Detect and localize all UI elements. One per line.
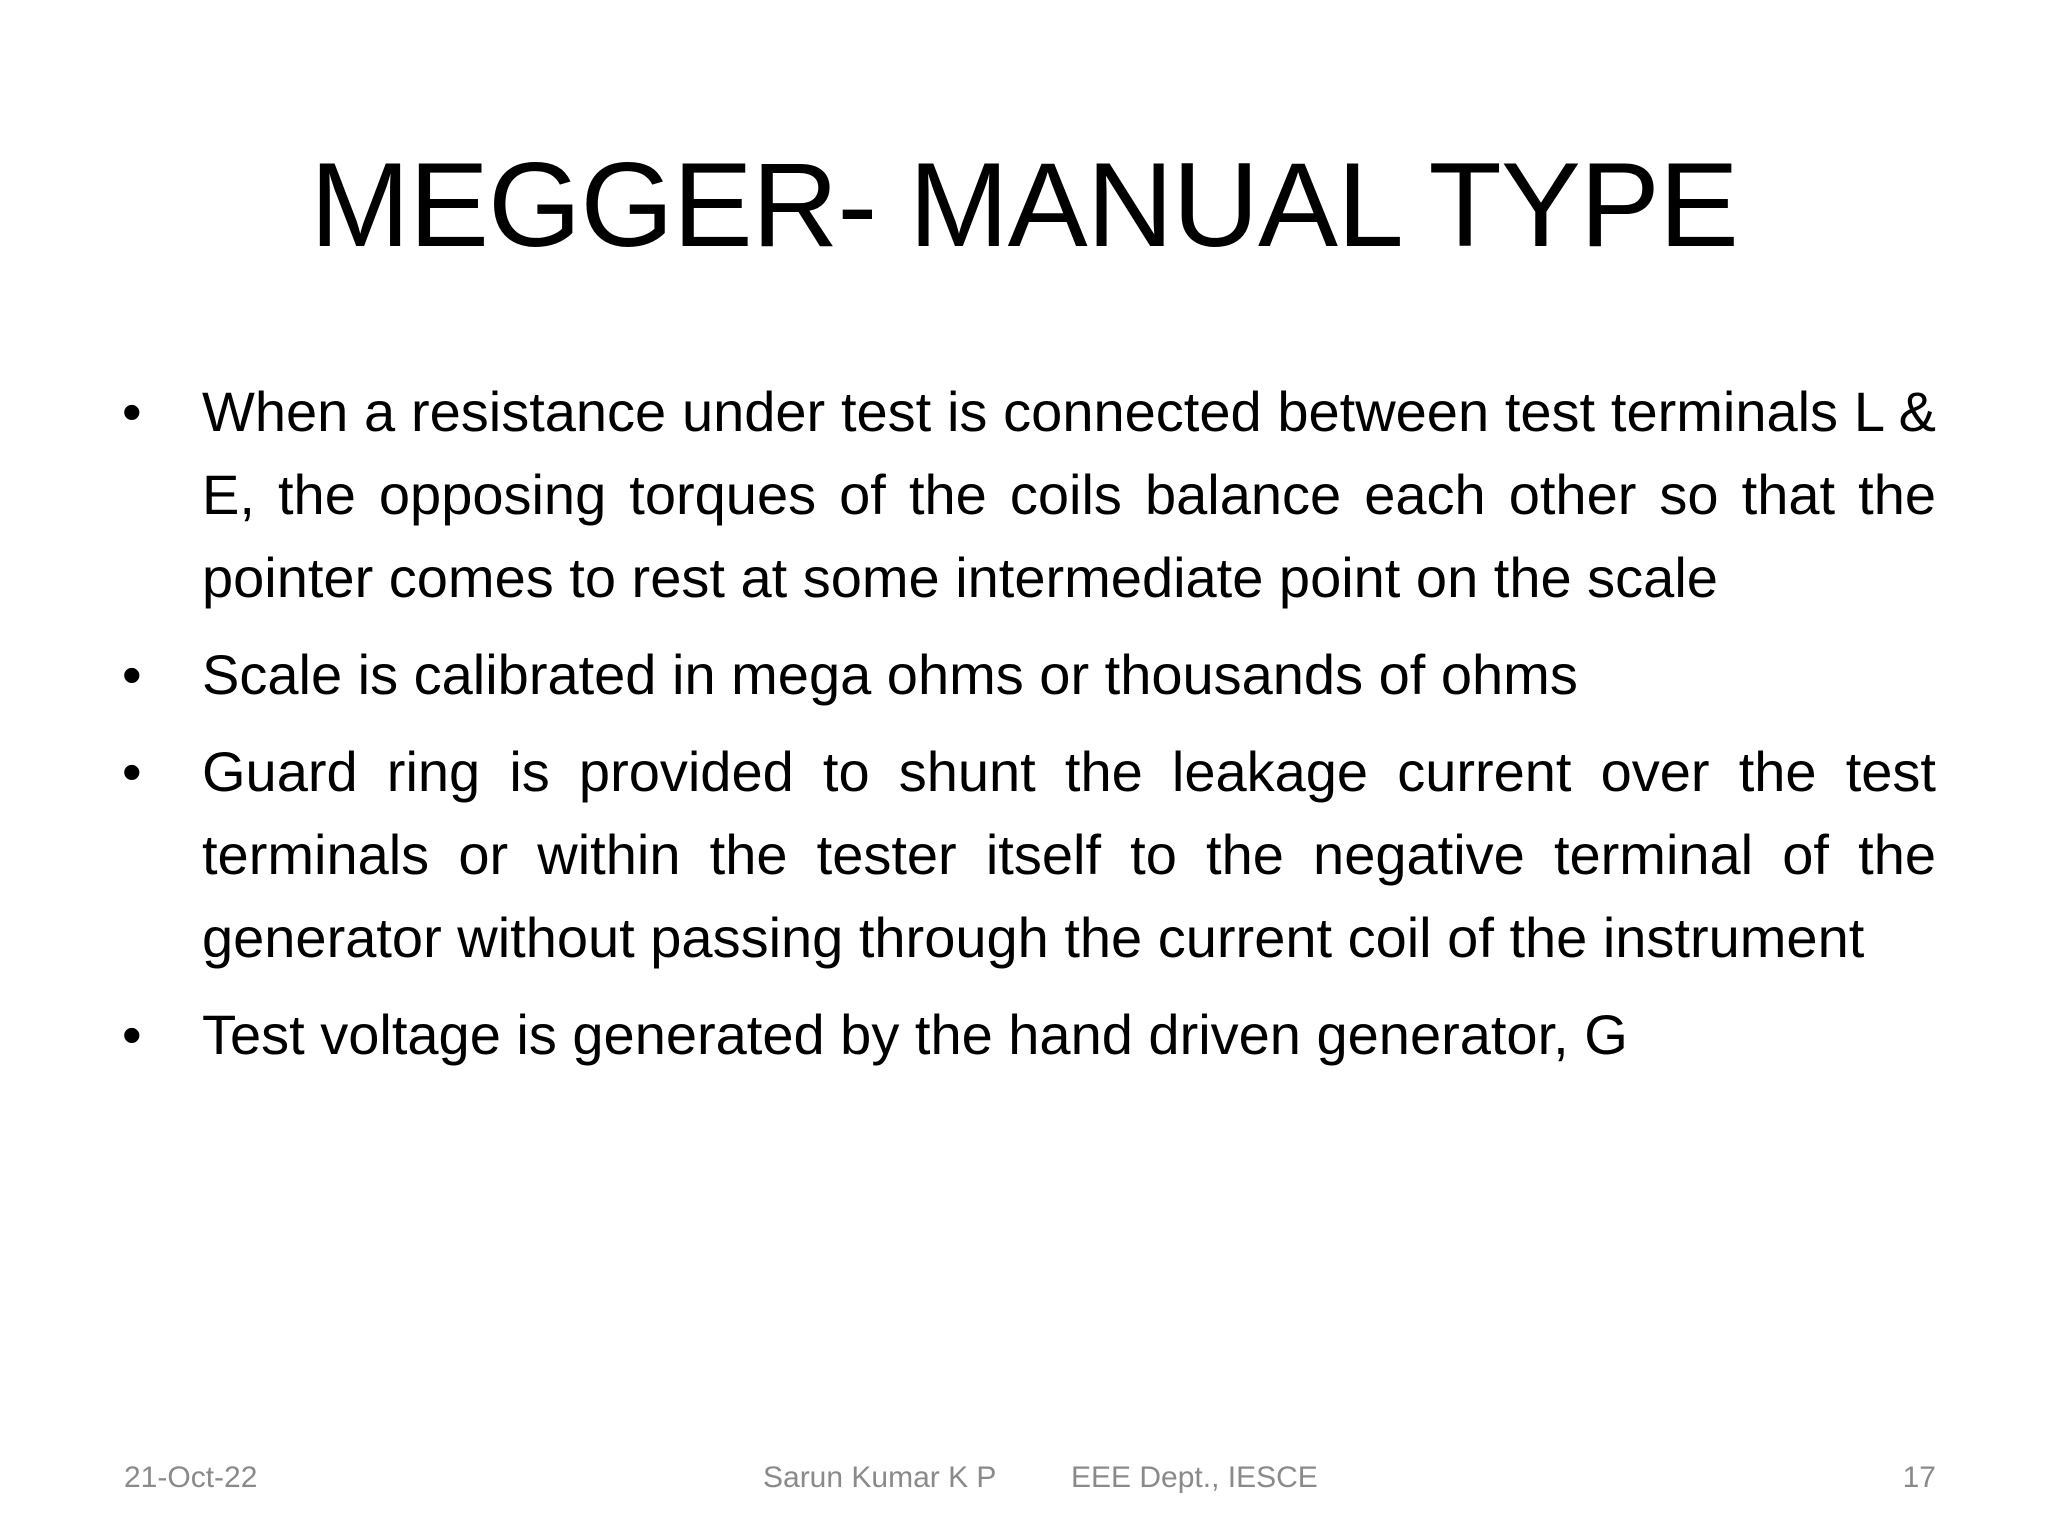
footer-page-number: 17 (1902, 1461, 1936, 1494)
bullet-marker: • (122, 740, 142, 803)
bullet-text: Guard ring is provided to shunt the leakage current over the test terminals or within the tester itself to the negative terminal of the generator without passing through the current coil of the instrument (202, 740, 1936, 969)
footer-author: Sarun Kumar K P (763, 1461, 997, 1494)
bullet-item (118, 633, 1936, 716)
bullet-item (118, 370, 1936, 619)
slide-title: MEGGER- MANUAL TYPE (310, 138, 1738, 272)
bullet-marker: • (122, 643, 142, 706)
bullet-text: Test voltage is generated by the hand driven generator, G (202, 1003, 1628, 1066)
bullet-text: Scale is calibrated in mega ohms or thousands of ohms (202, 643, 1578, 706)
bullet-marker: • (122, 1003, 142, 1066)
bullet-marker: • (122, 380, 142, 443)
bullet-text: When a resistance under test is connected between test terminals L & E, the opposing torques of the coils balance each other so that the pointer comes to rest at some intermediate point on the scale (202, 380, 1936, 609)
footer-date: 21-Oct-22 (124, 1461, 258, 1494)
bullet-item (118, 730, 1936, 979)
bullet-item (118, 993, 1936, 1076)
bullet-list (118, 370, 1936, 1090)
footer-department: EEE Dept., IESCE (1071, 1461, 1318, 1494)
